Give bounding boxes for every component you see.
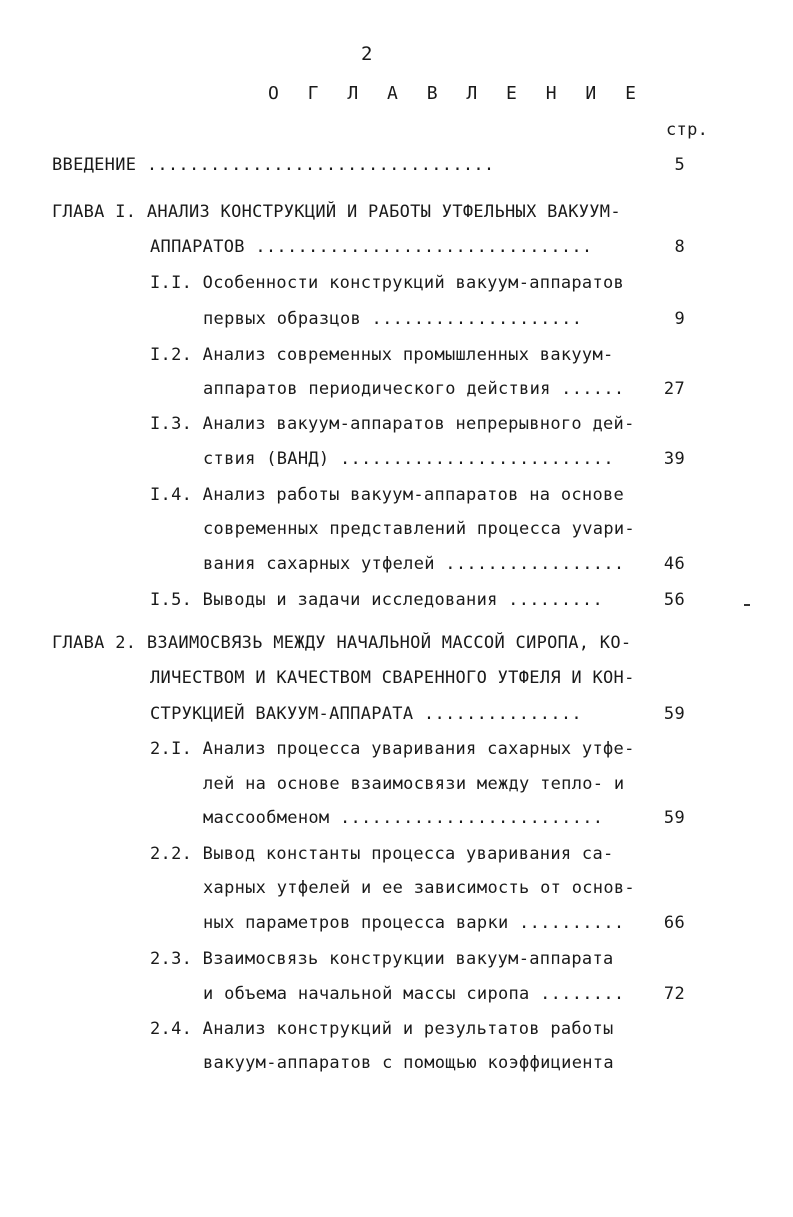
toc-line-text: харных утфелей и ее зависимость от основ- — [203, 878, 635, 898]
toc-line-text: I.5. Выводы и задачи исследования ......... — [150, 590, 603, 610]
toc-line-text: СТРУКЦИЕЙ ВАКУУМ-АППАРАТА ............... — [150, 704, 582, 724]
toc-line-page: 72 — [663, 984, 685, 1004]
page-title: О Г Л А В Л Е Н И Е — [268, 83, 645, 104]
page-number: 2 — [361, 43, 373, 65]
toc-line-text: современных представлений процесса уvари- — [203, 519, 635, 539]
toc-line-page: 8 — [674, 237, 685, 257]
toc-line-page: 59 — [663, 808, 685, 828]
toc-line-text: I.I. Особенности конструкций вакуум-аппаратов — [150, 273, 625, 293]
toc-line-page: 56 — [663, 590, 685, 610]
toc-line-text: аппаратов периодического действия ...... — [203, 379, 625, 399]
toc-line-text: ЛИЧЕСТВОМ И КАЧЕСТВОМ СВАРЕННОГО УТФЕЛЯ И КОН- — [150, 668, 635, 688]
toc-line-page: 39 — [663, 449, 685, 469]
toc-line-text: ных параметров процесса варки .......... — [203, 913, 625, 933]
toc-line-page: 5 — [674, 155, 685, 175]
toc-line-text: вакуум-аппаратов с помощью коэффициента — [203, 1053, 614, 1073]
toc-line-page: 9 — [674, 309, 685, 329]
toc-line-text: 2.3. Взаимосвязь конструкции вакуум-аппарата — [150, 949, 614, 969]
toc-line-text: 2.4. Анализ конструкций и результатов работы — [150, 1019, 614, 1039]
toc-line-text: АППАРАТОВ ................................ — [150, 237, 593, 257]
toc-line-text: вания сахарных утфелей ................. — [203, 554, 625, 574]
page-column-label: стр. — [666, 120, 709, 140]
toc-line-text: первых образцов .................... — [203, 309, 583, 329]
toc-line-text: 2.I. Анализ процесса уваривания сахарных утфе- — [150, 739, 635, 759]
toc-line-page: 59 — [663, 704, 685, 724]
toc-line-text: I.2. Анализ современных промышленных вакуум- — [150, 345, 614, 365]
toc-line-page: 46 — [663, 554, 685, 574]
toc-line-text: массообменом ......................... — [203, 808, 604, 828]
toc-line-text: и объема начальной массы сиропа ........ — [203, 984, 625, 1004]
toc-line-text: 2.2. Вывод константы процесса уваривания са- — [150, 844, 614, 864]
toc-line-text: ГЛАВА 2. ВЗАИМОСВЯЗЬ МЕЖДУ НАЧАЛЬНОЙ МАССОЙ СИРОПА, КО- — [52, 633, 632, 653]
toc-line-text: I.4. Анализ работы вакуум-аппаратов на основе — [150, 485, 625, 505]
toc-line-text: ГЛАВА I. АНАЛИЗ КОНСТРУКЦИЙ И РАБОТЫ УТФЕЛЬНЫХ ВАКУУМ- — [52, 202, 621, 222]
toc-line-text: ствия (ВАНД) .......................... — [203, 449, 614, 469]
stray-mark — [744, 604, 750, 606]
toc-line-page: 27 — [663, 379, 685, 399]
toc-line-text: лей на основе взаимосвязи между тепло- и — [203, 774, 625, 794]
toc-line-text: ВВЕДЕНИЕ ................................. — [52, 155, 495, 175]
toc-line-page: 66 — [663, 913, 685, 933]
toc-line-text: I.3. Анализ вакуум-аппаратов непрерывного дей- — [150, 414, 635, 434]
